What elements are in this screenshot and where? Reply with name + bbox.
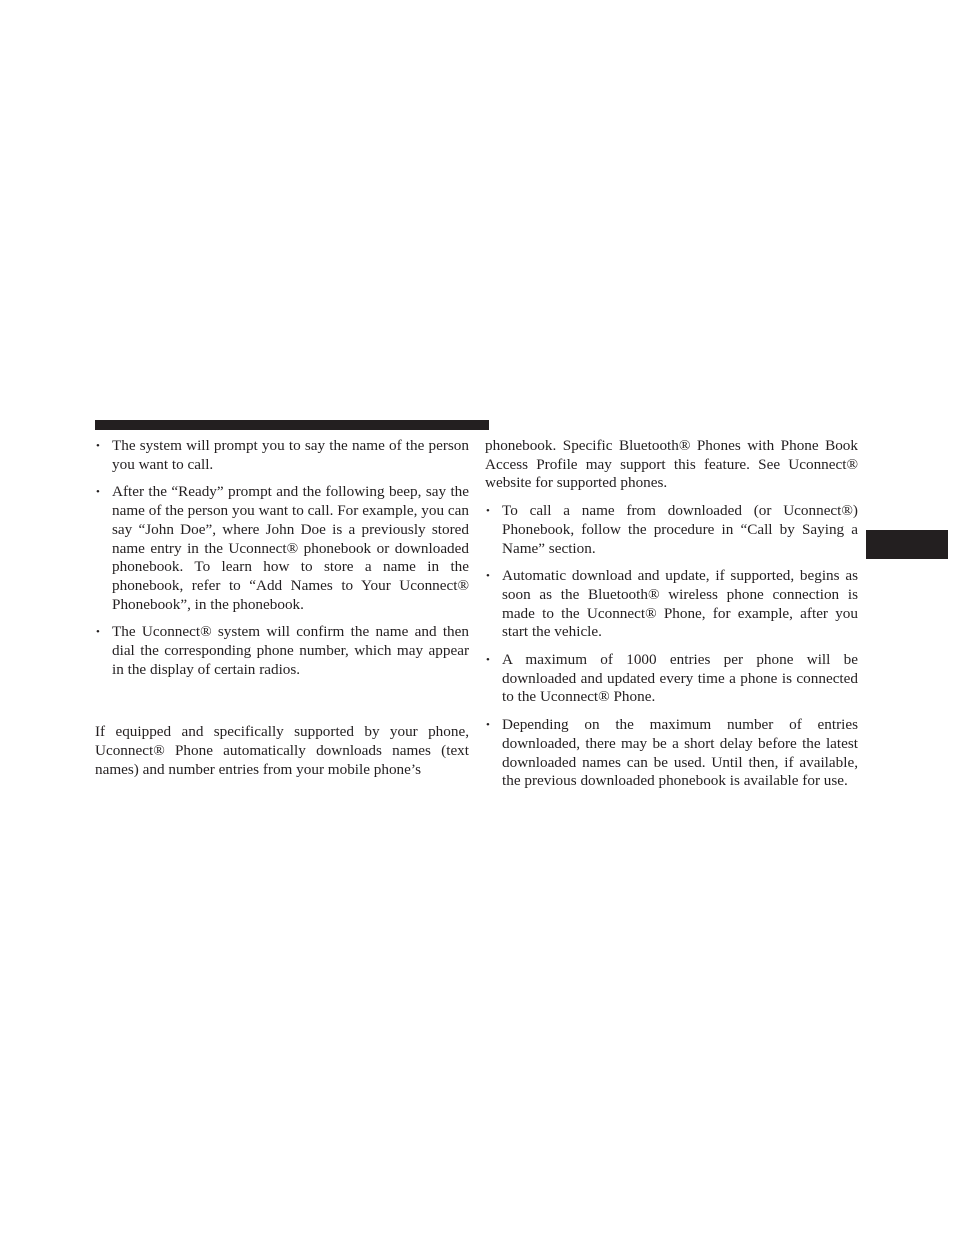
list-item bbox=[485, 716, 858, 791]
list-item-text: The system will prompt you to say the name of the person you want to call. bbox=[112, 437, 469, 473]
list-item bbox=[95, 623, 469, 679]
bullet-icon: • bbox=[486, 570, 490, 583]
list-item-text: To call a name from downloaded (or Uconnect®) Phonebook, follow the procedure in “Call by Saying a Name” section. bbox=[502, 502, 858, 557]
right-column bbox=[485, 437, 858, 800]
left-bullet-list bbox=[95, 437, 469, 679]
bullet-icon: • bbox=[96, 626, 100, 639]
bullet-icon: • bbox=[486, 654, 490, 667]
list-item bbox=[95, 437, 469, 474]
list-item bbox=[485, 567, 858, 642]
list-item-text: Automatic download and update, if supported, begins as soon as the Bluetooth® wireless phone connection is made to the Uconnect® Phone, for example, after you start the vehicle. bbox=[502, 567, 858, 641]
bullet-icon: • bbox=[96, 486, 100, 499]
list-item-text: Depending on the maximum number of entries downloaded, there may be a short delay before the latest downloaded names can be used. Until then, if available, the previous downloaded phonebook is available for use. bbox=[502, 716, 858, 790]
bullet-icon: • bbox=[486, 719, 490, 732]
list-item-text: After the “Ready” prompt and the following beep, say the name of the person you want to call. For example, you can say “John Doe”, where John Doe is a previously stored name entry in the Uconnect® phonebook or downloaded phonebook. To learn how to store a name in the phonebook, refer to “Add Names to Your Uconnect® Phonebook”, in the phonebook. bbox=[112, 483, 469, 613]
list-item-text: A maximum of 1000 entries per phone will be downloaded and updated every time a phone is connected to the Uconnect® Phone. bbox=[502, 651, 858, 706]
body-paragraph: phonebook. Specific Bluetooth® Phones with Phone Book Access Profile may support this feature. See Uconnect® website for supported phones. bbox=[485, 437, 858, 492]
section-header-rule bbox=[95, 420, 489, 430]
list-item-text: The Uconnect® system will confirm the name and then dial the corresponding phone number, which may appear in the display of certain radios. bbox=[112, 623, 469, 678]
list-item bbox=[485, 502, 858, 558]
body-paragraph: If equipped and specifically supported by your phone, Uconnect® Phone automatically downloads names (text names) and number entries from your mobile phone’s bbox=[95, 723, 469, 778]
list-item bbox=[95, 483, 469, 614]
list-item bbox=[485, 651, 858, 707]
bullet-icon: • bbox=[96, 440, 100, 452]
chapter-thumb-tab bbox=[866, 530, 948, 559]
right-bullet-list bbox=[485, 502, 858, 791]
bullet-icon: • bbox=[486, 505, 490, 518]
left-column bbox=[95, 437, 469, 780]
